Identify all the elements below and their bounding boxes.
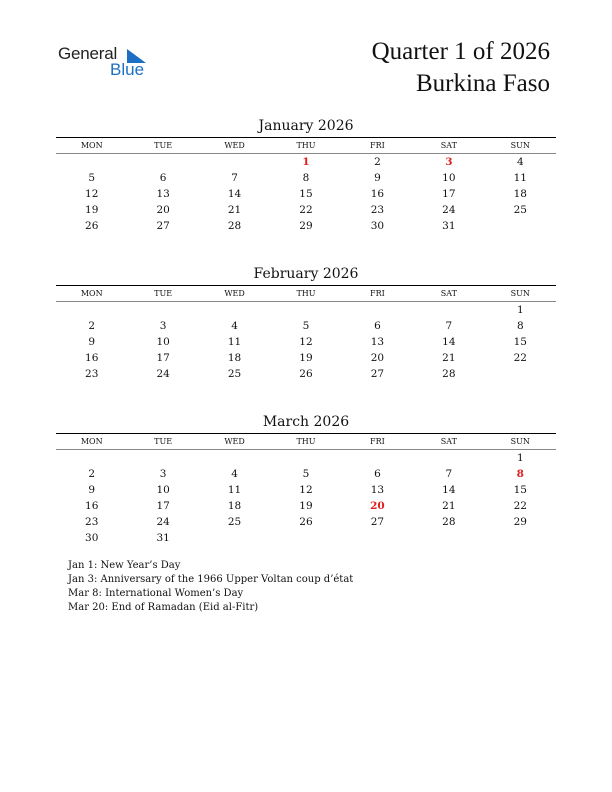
- day-cell: 28: [442, 368, 456, 380]
- day-cell: 27: [370, 368, 385, 380]
- day-cell: 7: [231, 172, 238, 184]
- day-cell: 25: [513, 204, 527, 216]
- day-cell: 19: [299, 352, 313, 364]
- day-cell: [199, 450, 270, 466]
- day-cell: 7: [445, 320, 453, 332]
- weekday-label: SUN: [510, 141, 530, 150]
- day-cell: 20: [370, 500, 385, 512]
- holiday-note: Mar 20: End of Ramadan (Eid al-Fitr): [68, 602, 259, 613]
- month-calendar-march: [56, 413, 556, 546]
- month-calendar-january: [56, 117, 556, 234]
- day-cell: [199, 530, 270, 546]
- weekday-header-row: [56, 434, 556, 450]
- day-cell: 2: [374, 156, 381, 168]
- day-cell: 2: [88, 468, 96, 480]
- day-cell: 4: [231, 320, 238, 332]
- day-cell: 31: [442, 220, 456, 232]
- logo: [58, 44, 158, 84]
- weekday-label: THU: [296, 437, 316, 446]
- day-cell: 8: [516, 320, 524, 332]
- day-cell: 6: [374, 320, 381, 332]
- day-cell: 31: [156, 532, 170, 544]
- day-cell: 1: [302, 156, 310, 168]
- weekday-label: TUE: [154, 289, 173, 298]
- week-row: [56, 302, 556, 318]
- weekday-label: WED: [224, 289, 245, 298]
- day-cell: 6: [159, 172, 167, 184]
- day-cell: [485, 366, 556, 382]
- week-row: [56, 202, 556, 218]
- logo-text-general: General: [58, 44, 118, 63]
- weekday-label: TUE: [154, 141, 173, 150]
- week-row: [56, 154, 556, 170]
- month-calendar-february: [56, 265, 556, 382]
- day-cell: 14: [442, 484, 456, 496]
- week-row: [56, 450, 556, 466]
- day-cell: [270, 530, 341, 546]
- day-cell: 30: [370, 220, 385, 232]
- weekday-label: MON: [80, 289, 103, 298]
- day-cell: 6: [374, 468, 381, 480]
- day-cell: 24: [442, 204, 456, 216]
- day-cell: [127, 450, 198, 466]
- weekday-label: MON: [80, 141, 103, 150]
- day-cell: [56, 302, 127, 318]
- day-cell: 18: [513, 188, 527, 200]
- day-cell: 12: [299, 336, 313, 348]
- day-cell: 13: [370, 484, 385, 496]
- day-cell: [56, 154, 127, 170]
- week-row: [56, 170, 556, 186]
- day-cell: 20: [370, 352, 385, 364]
- day-cell: 16: [85, 352, 99, 364]
- day-cell: 30: [85, 532, 99, 544]
- day-cell: 15: [513, 484, 527, 496]
- day-cell: [127, 302, 198, 318]
- day-cell: 1: [516, 452, 524, 464]
- holiday-note: Jan 3: Anniversary of the 1966 Upper Voltan coup d’état: [68, 574, 354, 585]
- day-cell: 17: [442, 188, 456, 200]
- week-row: [56, 366, 556, 382]
- day-cell: 4: [516, 156, 524, 168]
- day-cell: 28: [442, 516, 456, 528]
- country-name: Burkina Faso: [415, 70, 550, 97]
- day-cell: 10: [442, 172, 456, 184]
- day-cell: 2: [88, 320, 96, 332]
- day-cell: [413, 450, 484, 466]
- week-row: [56, 466, 556, 482]
- weekday-header-row: [56, 286, 556, 302]
- week-row: [56, 482, 556, 498]
- day-cell: 17: [156, 352, 170, 364]
- day-cell: 3: [159, 468, 167, 480]
- day-cell: [413, 530, 484, 546]
- day-cell: 24: [156, 368, 170, 380]
- day-cell: 5: [302, 468, 310, 480]
- week-row: [56, 350, 556, 366]
- day-cell: 3: [445, 156, 453, 168]
- day-cell: 23: [85, 368, 99, 380]
- month-title: March 2026: [262, 414, 350, 430]
- day-cell: 26: [299, 368, 313, 380]
- weekday-label: WED: [224, 437, 245, 446]
- day-cell: [485, 530, 556, 546]
- day-cell: 25: [227, 368, 242, 380]
- holiday-note: Jan 1: New Year’s Day: [68, 560, 181, 571]
- day-cell: 19: [85, 204, 99, 216]
- day-cell: 24: [156, 516, 170, 528]
- day-cell: 12: [85, 188, 99, 200]
- day-cell: 15: [299, 188, 313, 200]
- day-cell: 3: [159, 320, 167, 332]
- weekday-header-row: [56, 138, 556, 154]
- day-cell: [342, 530, 413, 546]
- weekday-label: TUE: [154, 437, 173, 446]
- weekday-label: FRI: [370, 141, 385, 150]
- day-cell: 22: [513, 352, 527, 364]
- day-cell: 9: [88, 484, 96, 496]
- day-cell: [342, 302, 413, 318]
- day-cell: [199, 302, 270, 318]
- week-row: [56, 334, 556, 350]
- day-cell: 23: [370, 204, 385, 216]
- week-row: [56, 318, 556, 334]
- day-cell: 4: [231, 468, 238, 480]
- day-cell: 26: [85, 220, 99, 232]
- day-cell: 7: [445, 468, 453, 480]
- day-cell: 10: [156, 336, 170, 348]
- weekday-label: THU: [296, 141, 316, 150]
- day-cell: 14: [442, 336, 456, 348]
- weekday-label: WED: [224, 141, 245, 150]
- holiday-note: Mar 8: International Women’s Day: [68, 588, 244, 599]
- week-row: [56, 514, 556, 530]
- day-cell: 8: [302, 172, 310, 184]
- day-cell: 18: [227, 352, 242, 364]
- weekday-label: SAT: [440, 141, 457, 150]
- day-cell: 21: [442, 500, 456, 512]
- day-cell: 23: [85, 516, 99, 528]
- weekday-label: SAT: [440, 289, 457, 298]
- day-cell: 13: [370, 336, 385, 348]
- week-row: [56, 530, 556, 546]
- day-cell: 21: [442, 352, 456, 364]
- day-cell: 22: [299, 204, 313, 216]
- day-cell: [199, 154, 270, 170]
- day-cell: 19: [299, 500, 313, 512]
- day-cell: 14: [227, 188, 242, 200]
- day-cell: 29: [299, 220, 313, 232]
- day-cell: 29: [513, 516, 527, 528]
- day-cell: 11: [227, 484, 242, 496]
- week-row: [56, 186, 556, 202]
- month-title: February 2026: [253, 266, 359, 282]
- weekday-label: SUN: [510, 437, 530, 446]
- day-cell: 26: [299, 516, 313, 528]
- day-cell: 1: [516, 304, 524, 316]
- weekday-label: THU: [296, 289, 316, 298]
- day-cell: 9: [88, 336, 96, 348]
- day-cell: 22: [513, 500, 527, 512]
- day-cell: 5: [88, 172, 96, 184]
- day-cell: [270, 302, 341, 318]
- day-cell: [127, 154, 198, 170]
- title-block: [372, 36, 550, 100]
- day-cell: [270, 450, 341, 466]
- day-cell: [485, 218, 556, 234]
- day-cell: 16: [370, 188, 385, 200]
- day-cell: 28: [227, 220, 242, 232]
- day-cell: 5: [302, 320, 310, 332]
- day-cell: 25: [227, 516, 242, 528]
- weekday-label: FRI: [370, 289, 385, 298]
- week-row: [56, 498, 556, 514]
- day-cell: 13: [156, 188, 170, 200]
- day-cell: 8: [516, 468, 524, 480]
- day-cell: 27: [156, 220, 170, 232]
- day-cell: 15: [513, 336, 527, 348]
- day-cell: 20: [156, 204, 170, 216]
- weekday-label: SUN: [510, 289, 530, 298]
- day-cell: [342, 450, 413, 466]
- day-cell: 9: [374, 172, 381, 184]
- logo-text-blue: Blue: [110, 60, 145, 79]
- day-cell: 21: [227, 204, 242, 216]
- page-title: Quarter 1 of 2026: [371, 38, 550, 65]
- day-cell: 11: [227, 336, 242, 348]
- day-cell: [413, 302, 484, 318]
- month-title: January 2026: [258, 118, 354, 134]
- day-cell: 11: [513, 172, 527, 184]
- day-cell: 16: [85, 500, 99, 512]
- day-cell: [56, 450, 127, 466]
- weekday-label: MON: [80, 437, 103, 446]
- day-cell: 27: [370, 516, 385, 528]
- holiday-notes: [68, 559, 353, 615]
- weekday-label: FRI: [370, 437, 385, 446]
- weekday-label: SAT: [440, 437, 457, 446]
- week-row: [56, 218, 556, 234]
- day-cell: 17: [156, 500, 170, 512]
- day-cell: 10: [156, 484, 170, 496]
- day-cell: 12: [299, 484, 313, 496]
- day-cell: 18: [227, 500, 242, 512]
